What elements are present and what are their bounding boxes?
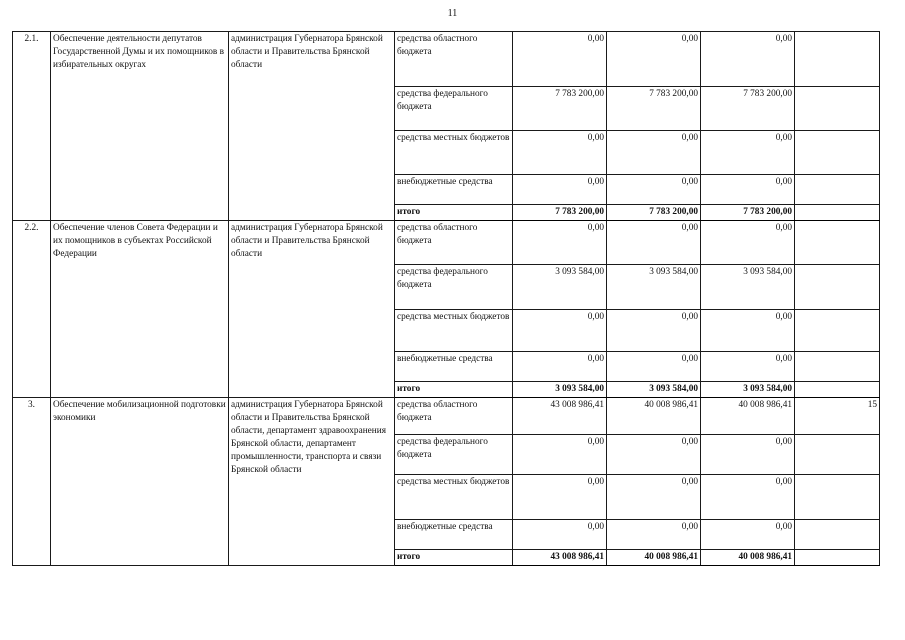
amount-v2: 40 008 986,41: [607, 398, 701, 435]
amount-v3: 0,00: [701, 475, 795, 520]
amount-v1: 0,00: [513, 435, 607, 475]
item-executor: администрация Губернатора Брянской области и Правительства Брянской области: [229, 221, 395, 398]
amount-v1: 3 093 584,00: [513, 265, 607, 310]
extra-cell: [795, 265, 880, 310]
extra-cell: [795, 221, 880, 265]
item-number: 2.1.: [13, 32, 51, 221]
funding-source: средства областного бюджета: [395, 32, 513, 87]
item-name: Обеспечение мобилизационной подготовки экономики: [51, 398, 229, 566]
funding-source: итого: [395, 382, 513, 398]
item-number: 2.2.: [13, 221, 51, 398]
amount-v1: 0,00: [513, 32, 607, 87]
amount-v3: 3 093 584,00: [701, 382, 795, 398]
amount-v1: 43 008 986,41: [513, 398, 607, 435]
page-number: 11: [447, 8, 458, 19]
item-executor: администрация Губернатора Брянской области и Правительства Брянской области, департамент здравоохранения Брянской области, департамент промышленности, транспорта и связи Брянской области: [229, 398, 395, 566]
funding-source: средства федерального бюджета: [395, 265, 513, 310]
amount-v2: 40 008 986,41: [607, 550, 701, 566]
item-executor: администрация Губернатора Брянской области и Правительства Брянской области: [229, 32, 395, 221]
amount-v2: 3 093 584,00: [607, 265, 701, 310]
extra-cell: [795, 435, 880, 475]
extra-cell: [795, 475, 880, 520]
funding-row: [13, 32, 880, 87]
amount-v3: 0,00: [701, 221, 795, 265]
amount-v1: 0,00: [513, 175, 607, 205]
amount-v3: 7 783 200,00: [701, 87, 795, 131]
extra-cell: [795, 520, 880, 550]
funding-source: средства местных бюджетов: [395, 131, 513, 175]
item-name: Обеспечение членов Совета Федерации и их помощников в субъектах Российской Федерации: [51, 221, 229, 398]
funding-source: средства федерального бюджета: [395, 435, 513, 475]
extra-cell: [795, 352, 880, 382]
amount-v1: 0,00: [513, 131, 607, 175]
amount-v3: 7 783 200,00: [701, 205, 795, 221]
amount-v1: 0,00: [513, 221, 607, 265]
amount-v1: 3 093 584,00: [513, 382, 607, 398]
amount-v2: 0,00: [607, 520, 701, 550]
funding-row: [13, 398, 880, 435]
amount-v1: 0,00: [513, 310, 607, 352]
amount-v2: 3 093 584,00: [607, 382, 701, 398]
amount-v2: 0,00: [607, 435, 701, 475]
amount-v2: 0,00: [607, 310, 701, 352]
funding-source: средства местных бюджетов: [395, 475, 513, 520]
amount-v2: 0,00: [607, 131, 701, 175]
extra-cell: [795, 175, 880, 205]
extra-cell: [795, 87, 880, 131]
item-number: 3.: [13, 398, 51, 566]
amount-v3: 3 093 584,00: [701, 265, 795, 310]
amount-v3: 0,00: [701, 310, 795, 352]
amount-v1: 43 008 986,41: [513, 550, 607, 566]
amount-v1: 7 783 200,00: [513, 87, 607, 131]
amount-v3: 0,00: [701, 520, 795, 550]
item-name: Обеспечение деятельности депутатов Государственной Думы и их помощников в избирательных округах: [51, 32, 229, 221]
amount-v1: 0,00: [513, 475, 607, 520]
amount-v3: 0,00: [701, 175, 795, 205]
amount-v2: 0,00: [607, 475, 701, 520]
funding-source: внебюджетные средства: [395, 175, 513, 205]
extra-cell: [795, 382, 880, 398]
funding-source: итого: [395, 550, 513, 566]
amount-v1: 0,00: [513, 520, 607, 550]
amount-v3: 40 008 986,41: [701, 550, 795, 566]
extra-cell: [795, 32, 880, 87]
amount-v2: 7 783 200,00: [607, 87, 701, 131]
amount-v2: 7 783 200,00: [607, 205, 701, 221]
extra-cell: [795, 131, 880, 175]
funding-source: итого: [395, 205, 513, 221]
amount-v3: 0,00: [701, 131, 795, 175]
extra-cell: 15: [795, 398, 880, 435]
extra-cell: [795, 310, 880, 352]
amount-v1: 7 783 200,00: [513, 205, 607, 221]
funding-source: внебюджетные средства: [395, 520, 513, 550]
amount-v3: 0,00: [701, 32, 795, 87]
extra-cell: [795, 205, 880, 221]
extra-cell: [795, 550, 880, 566]
amount-v3: 0,00: [701, 352, 795, 382]
amount-v2: 0,00: [607, 32, 701, 87]
funding-source: средства местных бюджетов: [395, 310, 513, 352]
amount-v2: 0,00: [607, 221, 701, 265]
amount-v2: 0,00: [607, 175, 701, 205]
budget-table: [12, 31, 880, 566]
funding-row: [13, 221, 880, 265]
amount-v3: 0,00: [701, 435, 795, 475]
amount-v1: 0,00: [513, 352, 607, 382]
funding-source: средства областного бюджета: [395, 221, 513, 265]
funding-source: средства федерального бюджета: [395, 87, 513, 131]
amount-v3: 40 008 986,41: [701, 398, 795, 435]
amount-v2: 0,00: [607, 352, 701, 382]
funding-source: средства областного бюджета: [395, 398, 513, 435]
funding-source: внебюджетные средства: [395, 352, 513, 382]
